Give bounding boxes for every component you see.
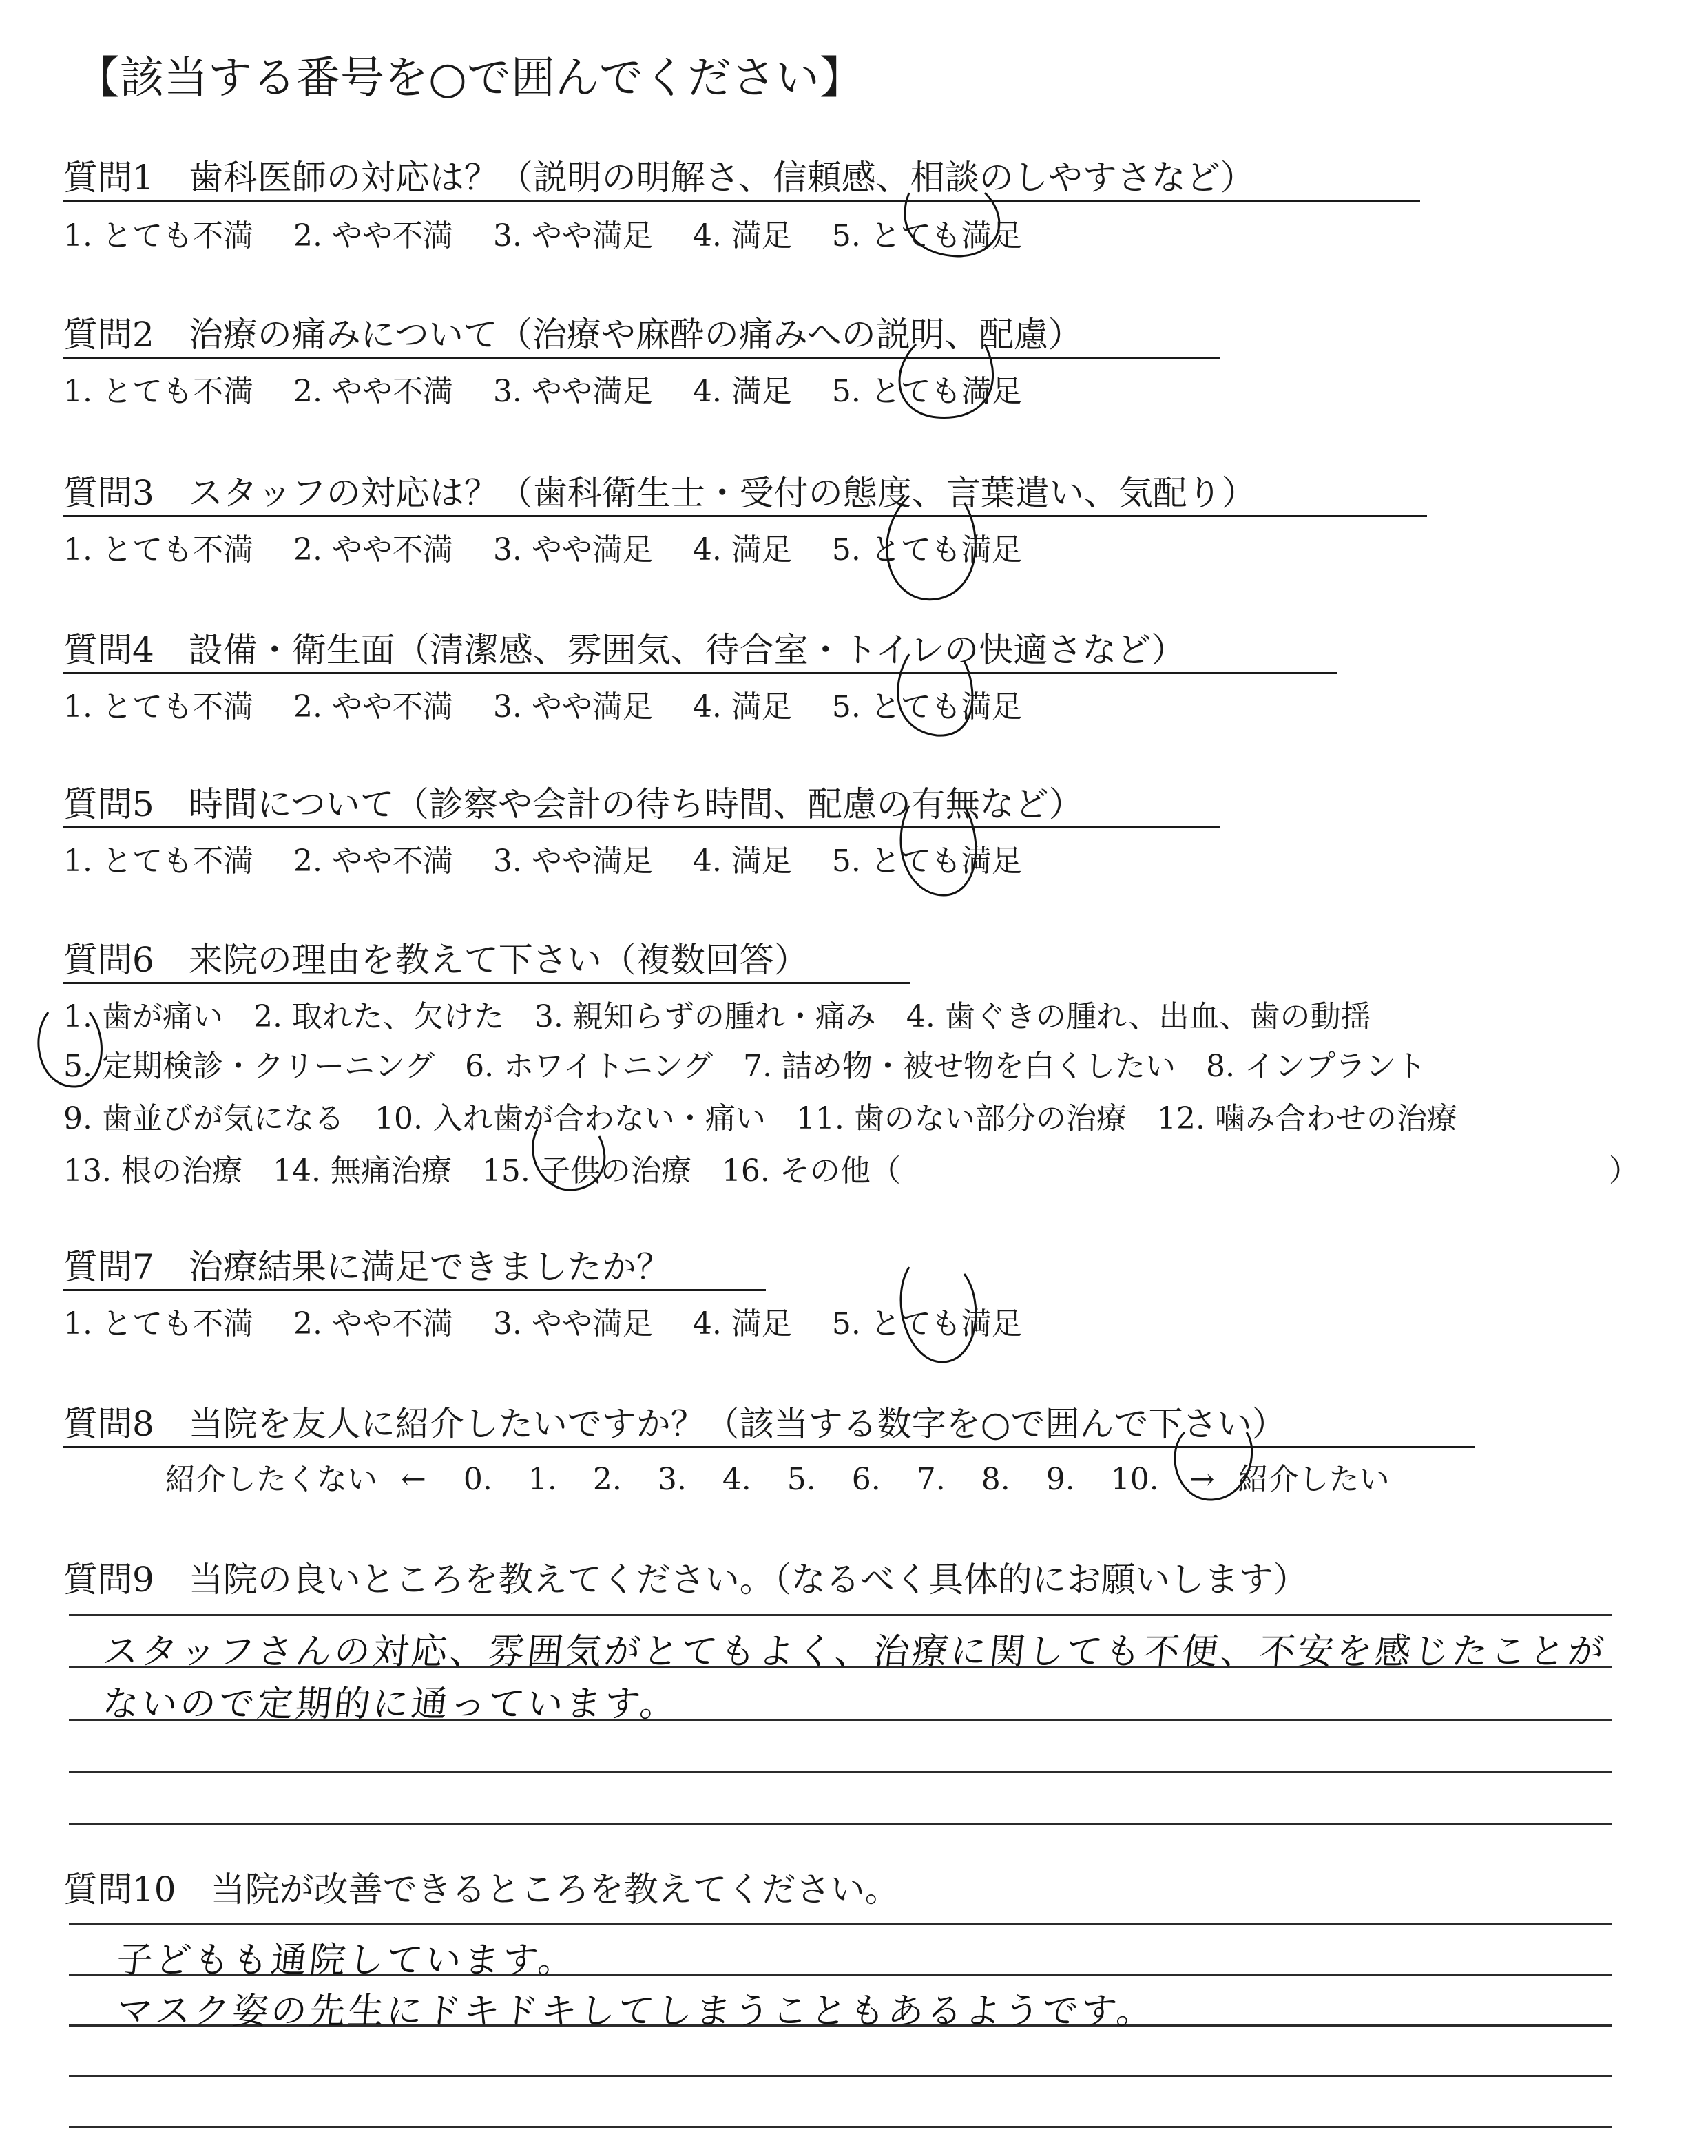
q4-opt-2[interactable]: 2. やや不満 <box>293 689 453 724</box>
question-6-label: 質問6 来院の理由を教えて下さい（複数回答） <box>63 940 809 980</box>
q8-right-arrow: → <box>1189 1462 1215 1497</box>
question-7-label: 質問7 治療結果に満足できましたか？ <box>63 1247 671 1287</box>
q9-handwritten-answer-2[interactable]: ないので定期的に通っています。 <box>101 1684 681 1725</box>
q5-opt-4[interactable]: 4. 満足 <box>692 844 792 879</box>
q8-opt-6[interactable]: 6. <box>851 1462 881 1497</box>
q2-opt-4[interactable]: 4. 満足 <box>692 374 792 409</box>
q3-opt-1[interactable]: 1. とても不満 <box>63 532 253 567</box>
q10-handwritten-answer-2[interactable]: マスク姿の先生にドキドキしてしまうこともあるようです。 <box>114 1991 1158 2032</box>
q7-opt-2[interactable]: 2. やや不満 <box>293 1306 453 1341</box>
q3-opt-3[interactable]: 3. やや満足 <box>492 532 653 567</box>
q8-opt-1[interactable]: 1. <box>528 1462 557 1497</box>
q10-answer-line-5 <box>69 2126 1612 2128</box>
question-2-underline <box>63 357 1220 359</box>
q6-other-close: ） <box>1609 1153 1639 1189</box>
q4-opt-1[interactable]: 1. とても不満 <box>63 689 253 724</box>
question-10-label: 質問10 当院が改善できるところを教えてください。 <box>63 1870 899 1909</box>
page-title: 【該当する番号を○で囲んでください】 <box>76 53 864 104</box>
q1-opt-5[interactable]: 5. とても満足 <box>831 218 1022 253</box>
q6-row-2[interactable]: 5. 定期検診・クリーニング 6. ホワイトニング 7. 詰め物・被せ物を白くしたい 8. インプラント <box>63 1049 1427 1084</box>
question-1-label: 質問1 歯科医師の対応は？（説明の明解さ、信頼感、相談のしやすさなど） <box>63 158 1255 198</box>
q8-opt-5[interactable]: 5. <box>787 1462 816 1497</box>
question-2-label: 質問2 治療の痛みについて（治療や麻酔の痛みへの説明、配慮） <box>63 315 1083 355</box>
question-3-label: 質問3 スタッフの対応は？（歯科衛生士・受付の態度、言葉遣い、気配り） <box>63 473 1256 513</box>
q9-handwritten-answer-1[interactable]: スタッフさんの対応、雰囲気がとてもよく、治療に関しても不便、不安を感じたことが <box>101 1631 1609 1673</box>
q8-low-label: 紹介したくない <box>165 1462 377 1497</box>
q10-answer-line-1 <box>69 1923 1612 1925</box>
q8-opt-9[interactable]: 9. <box>1045 1462 1075 1497</box>
q10-answer-line-4 <box>69 2075 1612 2077</box>
q8-opt-8[interactable]: 8. <box>981 1462 1010 1497</box>
q8-high-label: 紹介したい <box>1238 1462 1390 1497</box>
question-5-label: 質問5 時間について（診察や会計の待ち時間、配慮の有無など） <box>63 784 1083 824</box>
question-7-underline <box>63 1289 766 1291</box>
q8-opt-7[interactable]: 7. <box>916 1462 946 1497</box>
q6-row-1[interactable]: 1. 歯が痛い 2. 取れた、欠けた 3. 親知らずの腫れ・痛み 4. 歯ぐきの腫れ、出血、歯の動揺 <box>63 999 1371 1034</box>
q4-opt-3[interactable]: 3. やや満足 <box>492 689 653 724</box>
q1-opt-1[interactable]: 1. とても不満 <box>63 218 253 253</box>
q10-handwritten-answer-1[interactable]: 子どもも通院しています。 <box>114 1940 579 1981</box>
q4-opt-4[interactable]: 4. 満足 <box>692 689 792 724</box>
question-1-options <box>63 211 1022 255</box>
q9-answer-line-1 <box>69 1614 1612 1616</box>
question-6-underline <box>63 982 910 984</box>
q9-answer-line-5 <box>69 1823 1612 1825</box>
question-7-options <box>63 1299 1022 1343</box>
question-5-options <box>63 836 1022 880</box>
question-4-underline <box>63 672 1337 674</box>
q1-opt-4[interactable]: 4. 満足 <box>692 218 792 253</box>
question-4-label: 質問4 設備・衛生面（清潔感、雰囲気、待合室・トイレの快適さなど） <box>63 630 1186 670</box>
question-8-scale <box>165 1454 1390 1498</box>
q6-row-3[interactable]: 9. 歯並びが気になる 10. 入れ歯が合わない・痛い 11. 歯のない部分の治療 12. 噛み合わせの治療 <box>63 1101 1457 1136</box>
question-8-underline <box>63 1446 1475 1448</box>
question-1-underline <box>63 200 1420 202</box>
q2-opt-2[interactable]: 2. やや不満 <box>293 374 453 409</box>
question-8-label: 質問8 当院を友人に紹介したいですか？（該当する数字を○で囲んで下さい） <box>63 1404 1287 1444</box>
q1-opt-3[interactable]: 3. やや満足 <box>492 218 653 253</box>
q3-opt-2[interactable]: 2. やや不満 <box>293 532 453 567</box>
q9-answer-line-4 <box>69 1771 1612 1773</box>
q8-opt-4[interactable]: 4. <box>722 1462 751 1497</box>
q8-opt-2[interactable]: 2. <box>592 1462 622 1497</box>
q8-left-arrow: ← <box>401 1462 426 1497</box>
q5-opt-3[interactable]: 3. やや満足 <box>492 844 653 879</box>
q2-opt-3[interactable]: 3. やや満足 <box>492 374 653 409</box>
question-9-label: 質問9 当院の良いところを教えてください。（なるべく具体的にお願いします） <box>63 1560 1308 1600</box>
q5-opt-1[interactable]: 1. とても不満 <box>63 844 253 879</box>
q8-opt-0[interactable]: 0. <box>463 1462 492 1497</box>
question-4-options <box>63 682 1022 726</box>
question-5-underline <box>63 826 1220 828</box>
q3-opt-5[interactable]: 5. とても満足 <box>831 532 1022 567</box>
q3-opt-4[interactable]: 4. 満足 <box>692 532 792 567</box>
q8-opt-10[interactable]: 10. <box>1110 1462 1159 1497</box>
q2-opt-1[interactable]: 1. とても不満 <box>63 374 253 409</box>
q7-opt-1[interactable]: 1. とても不満 <box>63 1306 253 1341</box>
q6-row-4[interactable]: 13. 根の治療 14. 無痛治療 15. 子供の治療 16. その他（ <box>63 1153 901 1189</box>
q7-opt-4[interactable]: 4. 満足 <box>692 1306 792 1341</box>
q4-opt-5[interactable]: 5. とても満足 <box>831 689 1022 724</box>
q8-opt-3[interactable]: 3. <box>657 1462 687 1497</box>
q5-opt-5[interactable]: 5. とても満足 <box>831 844 1022 879</box>
question-3-underline <box>63 515 1427 517</box>
q7-opt-5[interactable]: 5. とても満足 <box>831 1306 1022 1341</box>
q7-opt-3[interactable]: 3. やや満足 <box>492 1306 653 1341</box>
q5-opt-2[interactable]: 2. やや不満 <box>293 844 453 879</box>
q1-opt-2[interactable]: 2. やや不満 <box>293 218 453 253</box>
q2-opt-5[interactable]: 5. とても満足 <box>831 374 1022 409</box>
question-3-options <box>63 525 1022 569</box>
question-2-options <box>63 366 1022 410</box>
